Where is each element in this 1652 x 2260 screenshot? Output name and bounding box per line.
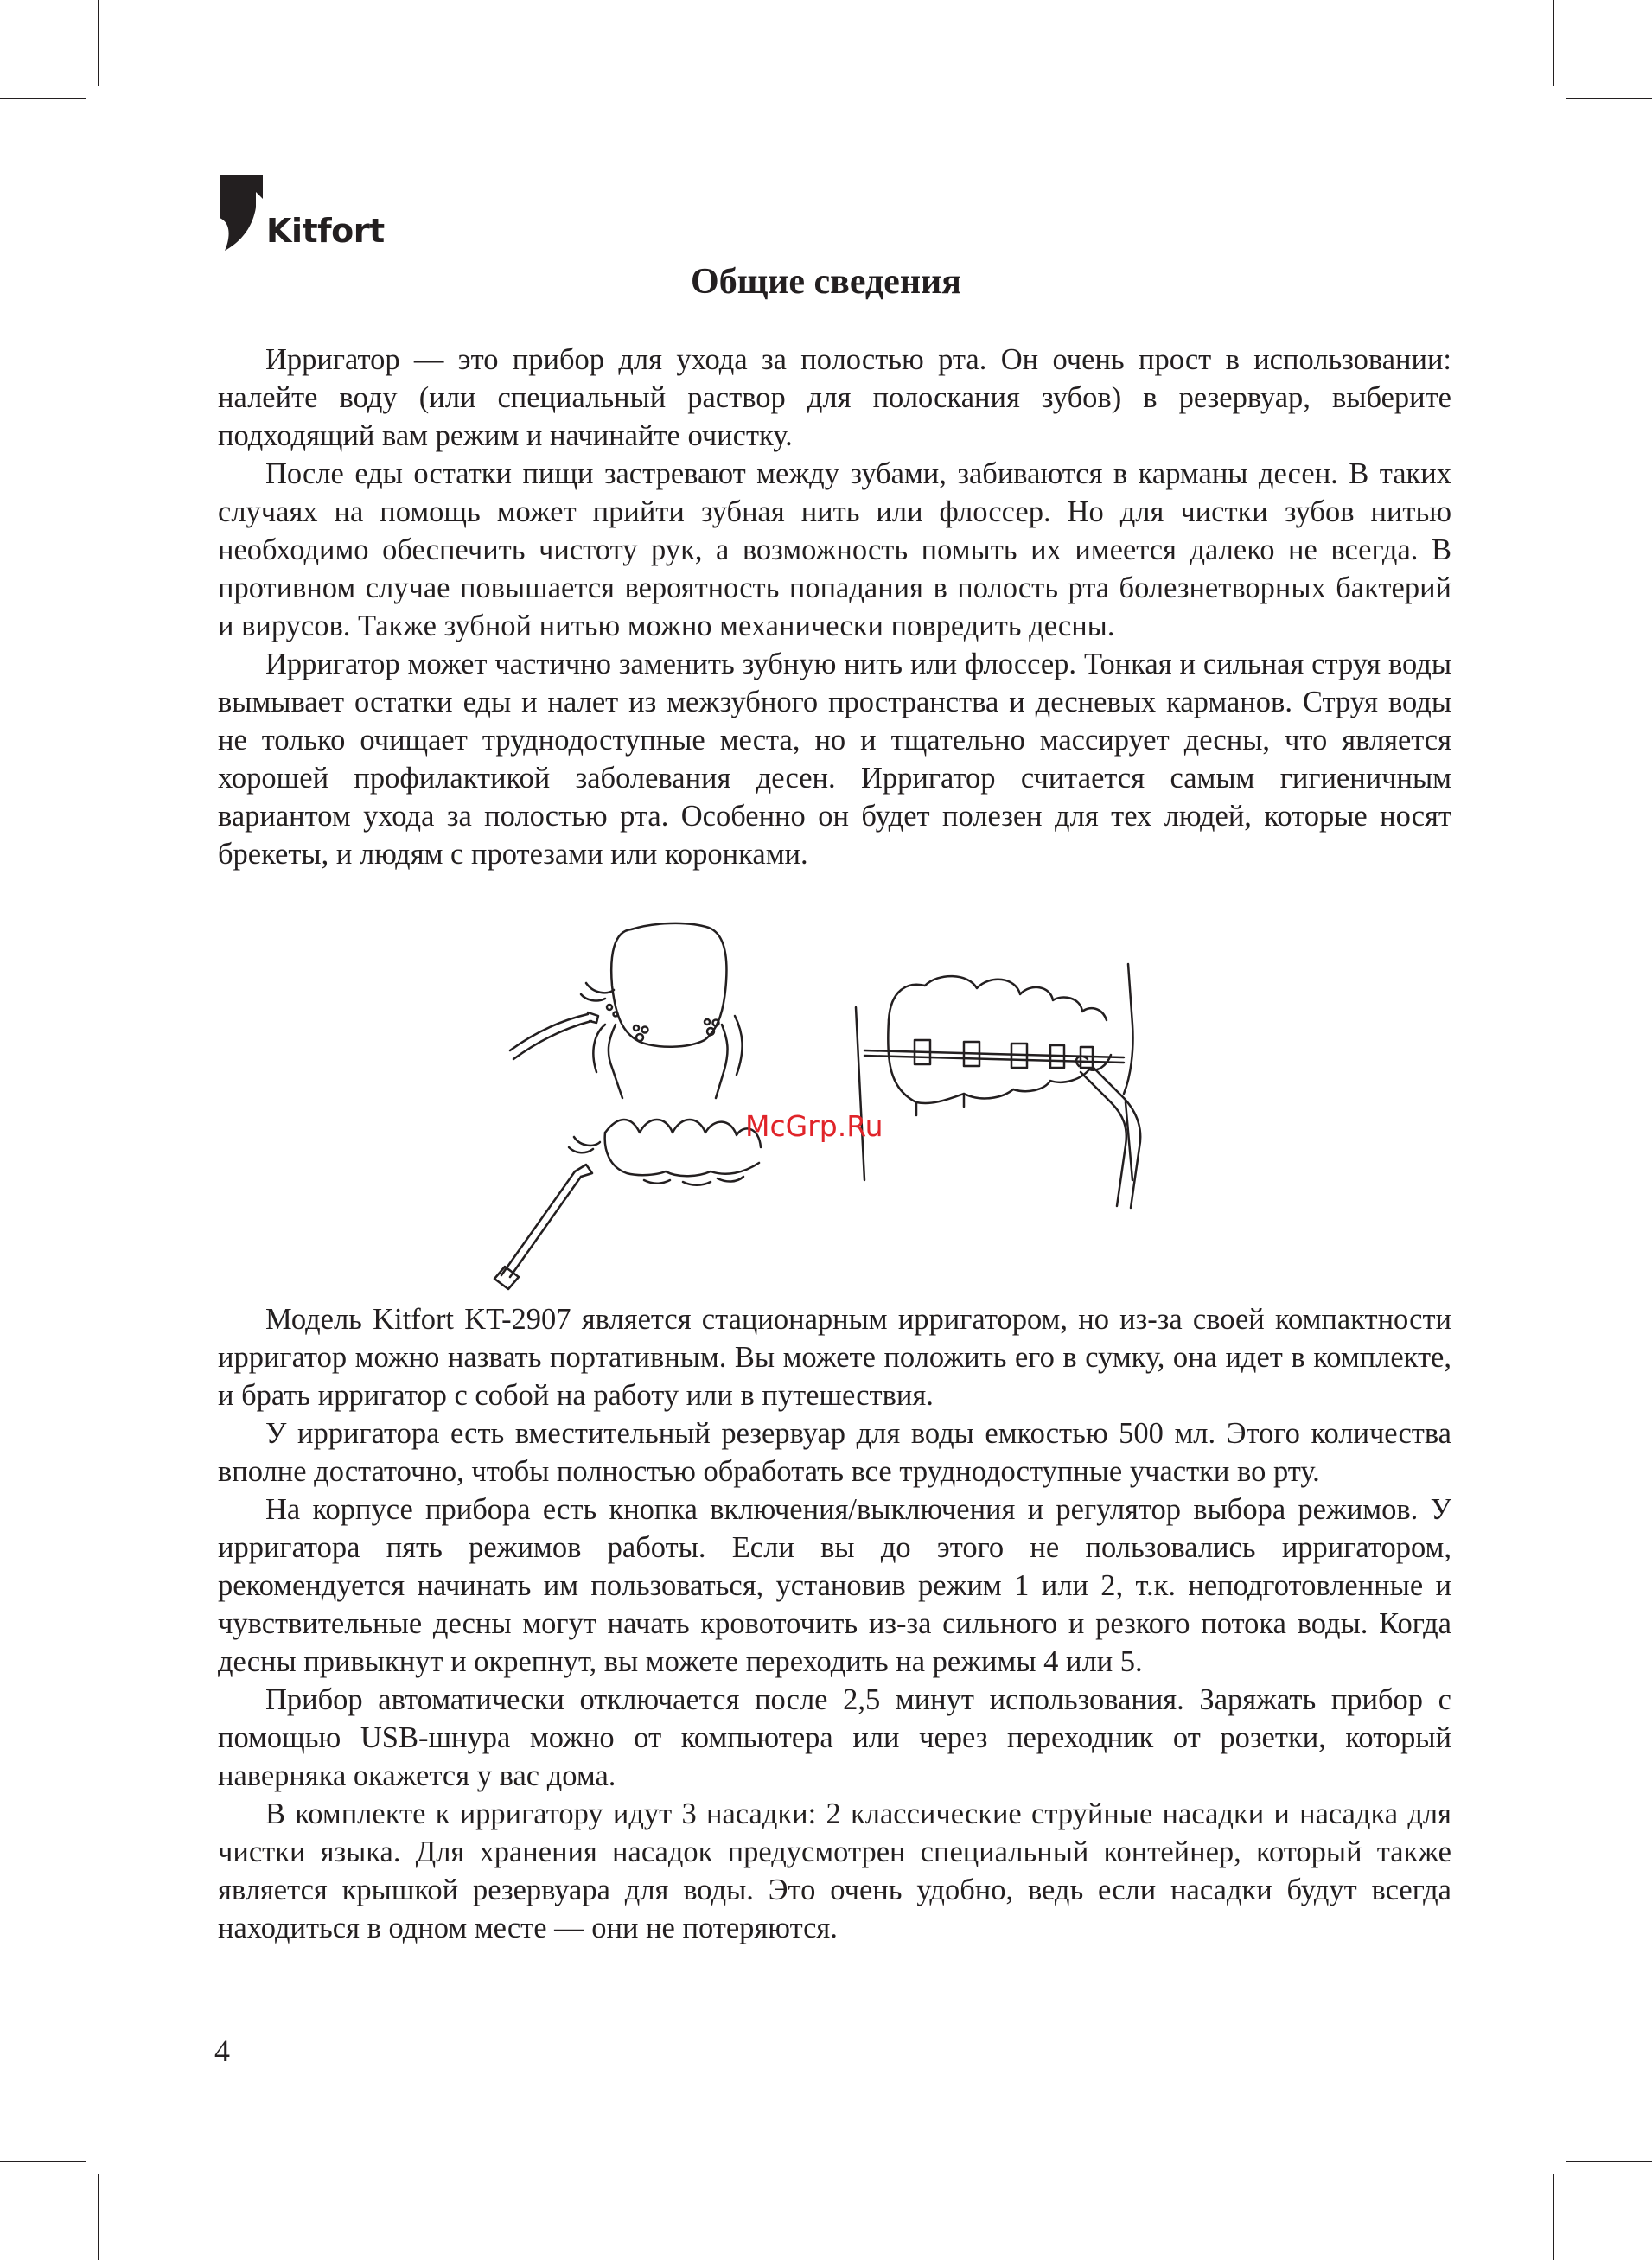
crop-mark [0,2161,86,2162]
crop-mark [1566,98,1652,99]
text-block-top [218,341,1451,873]
irrigator-usage-illustration [484,921,1176,1293]
crop-mark [1553,0,1554,86]
crop-mark [0,98,86,99]
paragraph: Прибор автоматически отключается после 2,5 минут использования. Заряжать прибор с помощью USB-шнура можно от компьютера или через переходник от розетки, который наверняка окажется у вас дома. [218,1683,1451,1792]
paragraph: После еды остатки пищи застревают между зубами, забиваются в карманы десен. В таких случаях на помощь может прийти зубная нить или флоссер. Но для чистки зубов нитью необходимо обеспечить чистоту рук, а возможность помыть их имеется далеко не всегда. В противном случае повышается вероятность попадания в полость рта болезнетворных бактерий и вирусов. Также зубной нитью можно механически повредить десны. [218,457,1451,642]
paragraph: Ирригатор может частично заменить зубную нить или флоссер. Тонкая и сильная струя воды вымывает остатки еды и налет из межзубного пространства и десневых карманов. Струя воды не только очищает труднодоступные места, но и тщательно массирует десны, что является хорошей профилактикой заболевания десен. Ирригатор считается самым гигиеничным вариантом ухода за полостью рта. Особенно он будет полезен для тех людей, которые носят брекеты, и людям с протезами или коронками. [218,648,1451,871]
paragraph: У ирригатора есть вместительный резервуар для воды емкостью 500 мл. Этого количества вполне достаточно, чтобы полностью обработать все труднодоступные участки во рту. [218,1417,1451,1488]
paragraph: На корпусе прибора есть кнопка включения/выключения и регулятор выбора режимов. У ирригатора пять режимов работы. Если вы до этого не пользовались ирригатором, рекомендуется начинать им пользоваться, установив режим 1 или 2, т.к. неподготовленные и чувствительные десны могут начать кровоточить из-за сильного и резкого потока воды. Когда десны привыкнут и окрепнут, вы можете переходить на режимы 4 или 5. [218,1493,1451,1678]
brand-logo [218,173,391,259]
crop-mark [1553,2174,1554,2260]
crop-mark [1566,2161,1652,2162]
text-block-bottom [218,1300,1451,1947]
crop-mark [98,2174,99,2260]
page-title: Общие сведения [691,262,961,302]
page-number: 4 [214,2033,230,2068]
paragraph: Ирригатор — это прибор для ухода за полостью рта. Он очень прост в использовании: налейте воду (или специальный раствор для полоскания зубов) в резервуар, выберите подходящий вам режим и начинайте очистку. [218,343,1451,452]
paragraph: В комплекте к ирригатору идут 3 насадки: 2 классические струйные насадки и насадка для чистки языка. Для хранения насадок предусмотрен специальный контейнер, который также является крышкой резервуара для воды. Это очень удобно, ведь если насадки будут всегда находиться в одном месте — они не потеряются. [218,1797,1451,1944]
paragraph: Модель Kitfort KT-2907 является стационарным ирригатором, но из-за своей компактности ирригатор можно назвать портативным. Вы можете положить его в сумку, она идет в комплекте, и брать ирригатор с собой на работу или в путешествия. [218,1303,1451,1412]
watermark: McGrp.Ru [745,1109,883,1143]
crop-mark [98,0,99,86]
brand-name: Kitfort [266,212,385,250]
